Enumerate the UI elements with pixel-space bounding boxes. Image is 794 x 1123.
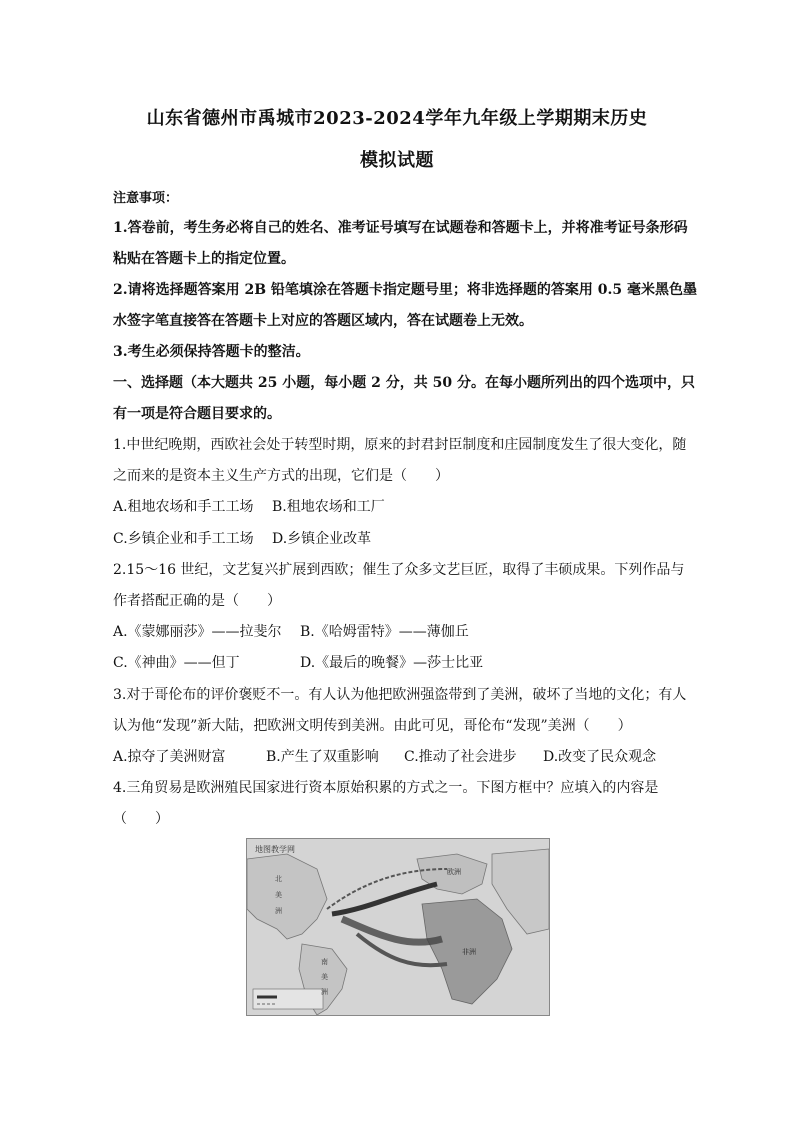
question-2-option-c: C.《神曲》——但丁	[113, 655, 240, 671]
map-label-zhou-2: 洲	[321, 988, 328, 996]
section-heading-line2: 有一项是符合题目要求的。	[113, 406, 281, 422]
exam-title-line1: 山东省德州市禹城市2023-2024学年九年级上学期期末历史	[146, 108, 648, 129]
notice-item-1-line1: 1.答卷前，考生务必将自己的姓名、准考证号填写在试题卷和答题卡上，并将准考证号条形码	[113, 220, 688, 236]
map-label-north: 北	[275, 875, 282, 883]
map-label-africa: 非洲	[462, 948, 476, 956]
exam-title-line2: 模拟试题	[360, 150, 434, 171]
notice-heading: 注意事项：	[113, 191, 179, 206]
question-4-line2: （ ）	[113, 811, 169, 827]
triangle-trade-map	[246, 838, 550, 1016]
question-3-line2: 认为他“发现”新大陆，把欧洲文明传到美洲。由此可见，哥伦布“发现”美洲（ ）	[113, 718, 632, 734]
map-logo-text: 地图教学网	[255, 845, 295, 854]
question-1-option-c: C.乡镇企业和手工工场	[113, 531, 254, 547]
question-3-option-c: C.推动了社会进步	[404, 749, 517, 765]
notice-item-2-line2: 水签字笔直接答在答题卡上对应的答题区域内，答在试题卷上无效。	[113, 313, 533, 329]
question-2-option-b: B.《哈姆雷特》——薄伽丘	[300, 624, 469, 640]
question-3-option-a: A.掠夺了美洲财富	[113, 749, 226, 765]
question-2-line1: 2.15～16 世纪，文艺复兴扩展到西欧；催生了众多文艺巨匠，取得了丰硕成果。下列作品与	[113, 562, 685, 578]
question-1-line1: 1.中世纪晚期，西欧社会处于转型时期，原来的封君封臣制度和庄园制度发生了很大变化，随	[113, 437, 687, 453]
section-heading-line1: 一、选择题（本大题共 25 小题，每小题 2 分，共 50 分。在每小题所列出的四个选项中，只	[113, 375, 695, 391]
question-2-option-a: A.《蒙娜丽莎》——拉斐尔	[113, 624, 282, 640]
question-1-option-b: B.租地农场和工厂	[272, 499, 385, 515]
question-1-option-a: A.租地农场和手工工场	[113, 499, 254, 515]
map-label-mei-1: 美	[275, 891, 282, 899]
map-legend-box	[253, 989, 323, 1009]
question-3-line1: 3.对于哥伦布的评价褒贬不一。有人认为他把欧洲强盗带到了美洲，破坏了当地的文化；有人	[113, 687, 687, 703]
question-1-line2: 之而来的是资本主义生产方式的出现，它们是（ ）	[113, 468, 449, 484]
question-3-option-b: B.产生了双重影响	[266, 749, 379, 765]
notice-item-2-line1: 2.请将选择题答案用 2B 铅笔填涂在答题卡指定题号里；将非选择题的答案用 0.5 毫米黑色墨	[113, 282, 698, 298]
notice-item-1-line2: 粘贴在答题卡上的指定位置。	[113, 251, 295, 267]
question-1-option-d: D.乡镇企业改革	[272, 531, 372, 547]
map-label-zhou-1: 洲	[275, 907, 282, 915]
map-graphic	[247, 839, 549, 1015]
map-label-mei-2: 美	[321, 973, 328, 981]
map-label-europe: 欧洲	[447, 868, 461, 876]
question-2-option-d: D.《最后的晚餐》—莎士比亚	[300, 655, 484, 671]
question-2-line2: 作者搭配正确的是（ ）	[113, 593, 281, 609]
question-4-line1: 4.三角贸易是欧洲殖民国家进行资本原始积累的方式之一。下图方框中？应填入的内容是	[113, 780, 659, 796]
question-3-option-d: D.改变了民众观念	[543, 749, 657, 765]
map-label-south: 南	[321, 958, 328, 966]
notice-item-3: 3.考生必须保持答题卡的整洁。	[113, 344, 310, 360]
